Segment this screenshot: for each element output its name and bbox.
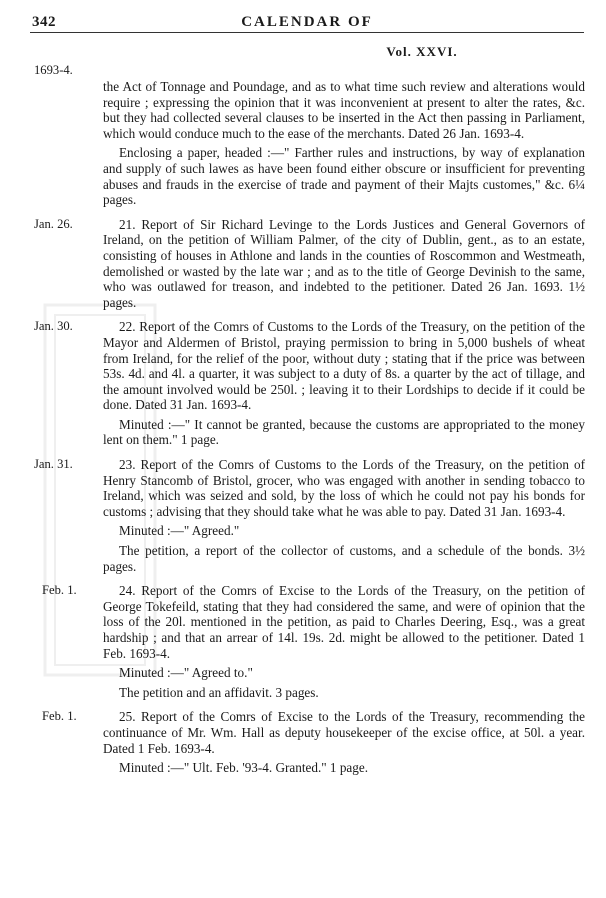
- entry-enclosure: The petition, a report of the collector of customs, and a schedule of the bonds. 3½ pages.: [103, 543, 585, 574]
- entry-paragraph: 23. Report of the Comrs of Customs to the Lords of the Treasury, on the petition of Henry Stancomb of Bristol, grocer, who was engaged with another in sending tobacco to Ireland, which was seized and sold, by the loss of which he could not pay his bonds for customs ; advising that they should take what he was able to pay. Dated 31 Jan. 1693-4.: [103, 457, 585, 519]
- entry-minute: Minuted :—" Agreed.": [119, 523, 240, 539]
- entry-paragraph: the Act of Tonnage and Poundage, and as to what time such review and alterations would require ; expressing the opinion that it was inconvenient at present to alter the rates, &c. but they had collected several clauses to be inserted in the Act then passing in Parliament, which would conduce much to the ease of the merchants. Dated 26 Jan. 1693-4.: [103, 79, 585, 141]
- document-body: [30, 63, 585, 776]
- calendar-entry: [30, 709, 585, 775]
- entry-date: Feb. 1.: [42, 583, 77, 598]
- running-head: CALENDAR OF: [241, 14, 373, 30]
- entry-paragraph: 25. Report of the Comrs of Excise to the Lords of the Treasury, recommending the continuance of Mr. Wm. Hall as deputy housekeeper of the excise office, at 50l. a year. Dated 1 Feb. 1693-4.: [103, 709, 585, 756]
- page-number: 342: [32, 14, 56, 30]
- entry-date: Jan. 31.: [34, 457, 73, 472]
- header-rule: [30, 32, 584, 33]
- entry-paragraph: Enclosing a paper, headed :—" Farther rules and instructions, by way of explanation and supply of such lawes as have been found either obscure or insufficient for preventing abuses and frauds in the exercise of trade and payment of their Majts customes," &c. 6¼ pages.: [103, 145, 585, 208]
- entry-date: Jan. 26.: [34, 216, 73, 231]
- entry-minute: Minuted :—" Ult. Feb. '93-4. Granted." 1 page.: [119, 760, 369, 776]
- volume-label: Vol. XXVI.: [386, 44, 458, 59]
- entry-date: 1693-4.: [34, 63, 73, 77]
- entry-minute: Minuted :—" Agreed to.": [119, 665, 253, 681]
- calendar-entry: [30, 457, 585, 574]
- entry-paragraph: 22. Report of the Comrs of Customs to the Lords of the Treasury, on the petition of the Mayor and Aldermen of Bristol, praying permission to bring in 5,000 bushels of wheat from Ireland, for the relief of the poor, without duty ; stating that if the price was between 53s. 4d. and 4l. a quarter, it was subject to a duty of 8s. a quarter by the act of tillage, and the amount involved would be 250l. ; leaving it to their Lordships to decide if it could be done. Dated 31 Jan. 1693-4.: [103, 319, 585, 413]
- entry-paragraph: 24. Report of the Comrs of Excise to the Lords of the Treasury, on the petition of George Tokefeild, stating that they had considered the same, and were of opinion that the loss of the 20l. mentioned in the petition, as paid to Charles Deering, Esq., was a great hardship ; and that an arrear of 14l. 19s. 2d. might be allowed to the petitioner. Dated 1 Feb. 1693-4.: [103, 583, 585, 661]
- calendar-entry: [30, 63, 585, 208]
- entry-minute: Minuted :—" It cannot be granted, because the customs are appropriated to the money lent on them." 1 page.: [103, 416, 585, 448]
- entry-date: Jan. 30.: [34, 319, 73, 334]
- page-header: [30, 10, 584, 34]
- entry-enclosure: The petition and an affidavit. 3 pages.: [119, 684, 319, 700]
- calendar-entry: [30, 217, 585, 311]
- calendar-entry: [30, 583, 585, 700]
- calendar-entry: [30, 319, 585, 448]
- entry-date: Feb. 1.: [42, 709, 77, 724]
- entry-paragraph: 21. Report of Sir Richard Levinge to the Lords Justices and General Governors of Ireland, on the petition of William Palmer, of the city of Dublin, gent., as to an estate, consisting of houses in Athlone and lands in the counties of Roscommon and Westmeath, demolished or wasted by the late war ; and as to the title of George Devinish to the same, who was outlawed for treason, and indebted to the petitioner. Dated 26 Jan. 1693. 1½ pages.: [103, 216, 585, 310]
